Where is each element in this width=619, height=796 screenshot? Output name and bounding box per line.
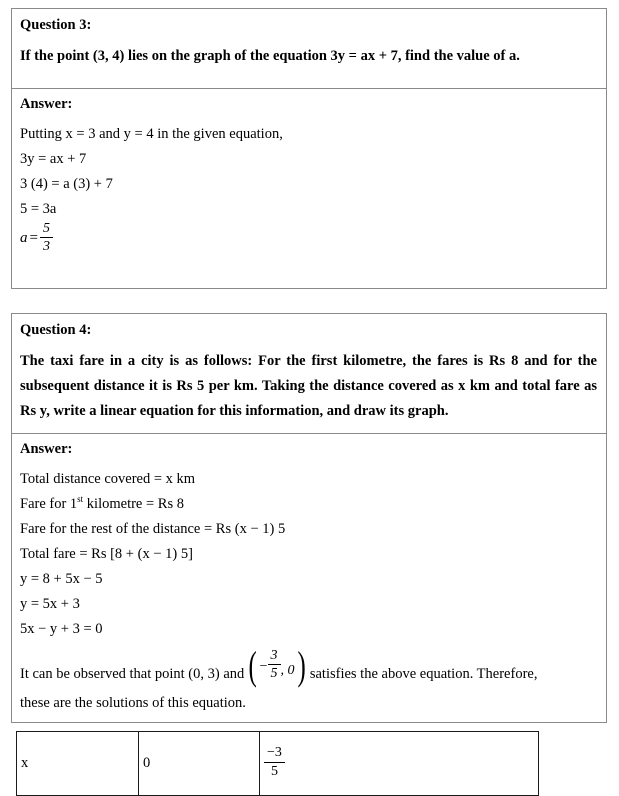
result-fraction (40, 221, 53, 254)
coordinate-second-value: , 0 (280, 663, 295, 679)
fare-first-km-superscript: st (77, 494, 84, 505)
question-3-result-equation (20, 222, 597, 264)
question-4-block (11, 313, 607, 723)
table-cell-fraction-numerator: −3 (264, 745, 285, 763)
question-4-conclusion-second-line: these are the solutions of this equation. (20, 695, 246, 712)
question-3-block (11, 8, 607, 289)
question-3-prompt-section (12, 9, 606, 69)
table-row (17, 732, 539, 796)
result-equals-sign: = (29, 229, 38, 246)
question-4-answer-line-1: Total distance covered = x km (20, 471, 196, 487)
question-3-text: If the point (3, 4) lies on the graph of the equation 3y = ax + 7, find the value of a. (20, 47, 520, 64)
conclusion-spacer (20, 642, 597, 658)
coordinate-inner (260, 649, 295, 682)
question-4-answer-line-6: 5x − y + 3 = 0 (20, 621, 103, 637)
question-3-answer-line-2: 3y = ax + 7 (20, 151, 87, 167)
question-3-answer-line-3: 3 (4) = a (3) + 7 (20, 176, 113, 192)
conclusion-text-after: satisfies the above equation. Therefore, (309, 665, 538, 682)
question-3-answer-label: Answer: (20, 95, 73, 112)
coordinate-fraction-numerator: 3 (268, 648, 281, 665)
table-cell-fraction-denominator: 5 (270, 763, 278, 779)
result-variable: a (20, 229, 28, 246)
coordinate-open-paren: ( (248, 643, 258, 689)
coordinate-pair-expression (246, 643, 308, 689)
question-3-prompt-spacer (12, 69, 606, 88)
solutions-table (16, 731, 539, 796)
question-4-prompt-spacer (12, 424, 606, 433)
question-3-answer-line-1: Putting x = 3 and y = 4 in the given equation, (20, 126, 283, 142)
coordinate-fraction (268, 648, 281, 681)
question-3-answer-line-4: 5 = 3a (20, 201, 57, 217)
question-3-answer-section (12, 89, 606, 265)
question-4-label: Question 4: (20, 322, 92, 338)
question-4-answer-line-3: Total fare = Rs [8 + (x − 1) 5] (20, 546, 193, 562)
conclusion-text-before: It can be observed that point (0, 3) and (20, 665, 245, 682)
question-4-answer-line-fare-first-km (20, 492, 597, 517)
table-cell-value-1: 0 (139, 732, 260, 796)
coordinate-fraction-denominator: 5 (270, 666, 278, 682)
coordinate-sign: − (259, 659, 268, 675)
question-4-answer-label: Answer: (20, 440, 73, 457)
coordinate-close-paren: ) (297, 643, 306, 689)
fare-first-km-suffix: kilometre = Rs 8 (83, 496, 184, 512)
question-4-text: The taxi fare in a city is as follows: For the first kilometre, the fares is Rs 8 and for the subsequent distance it is Rs 5 per km. Taking the distance covered as x km and total fare as Rs y, write a linear equation for this information, and draw its graph. (20, 352, 597, 419)
table-cell-value-2 (260, 732, 539, 796)
question-4-answer-line-5: y = 5x + 3 (20, 596, 80, 612)
question-4-answer-line-2: Fare for the rest of the distance = Rs (x − 1) 5 (20, 521, 286, 537)
result-fraction-denominator: 3 (42, 239, 50, 255)
result-fraction-numerator: 5 (40, 221, 53, 238)
question-4-answer-section (12, 434, 606, 717)
fare-first-km-prefix: Fare for 1 (20, 496, 78, 512)
question-4-answer-line-4: y = 8 + 5x − 5 (20, 571, 103, 587)
question-4-prompt-section (12, 314, 606, 424)
table-cell-fraction (264, 745, 285, 779)
table-cell-variable-label: x (17, 732, 139, 796)
question-3-label: Question 3: (20, 17, 92, 33)
question-4-conclusion-paragraph (20, 643, 597, 691)
